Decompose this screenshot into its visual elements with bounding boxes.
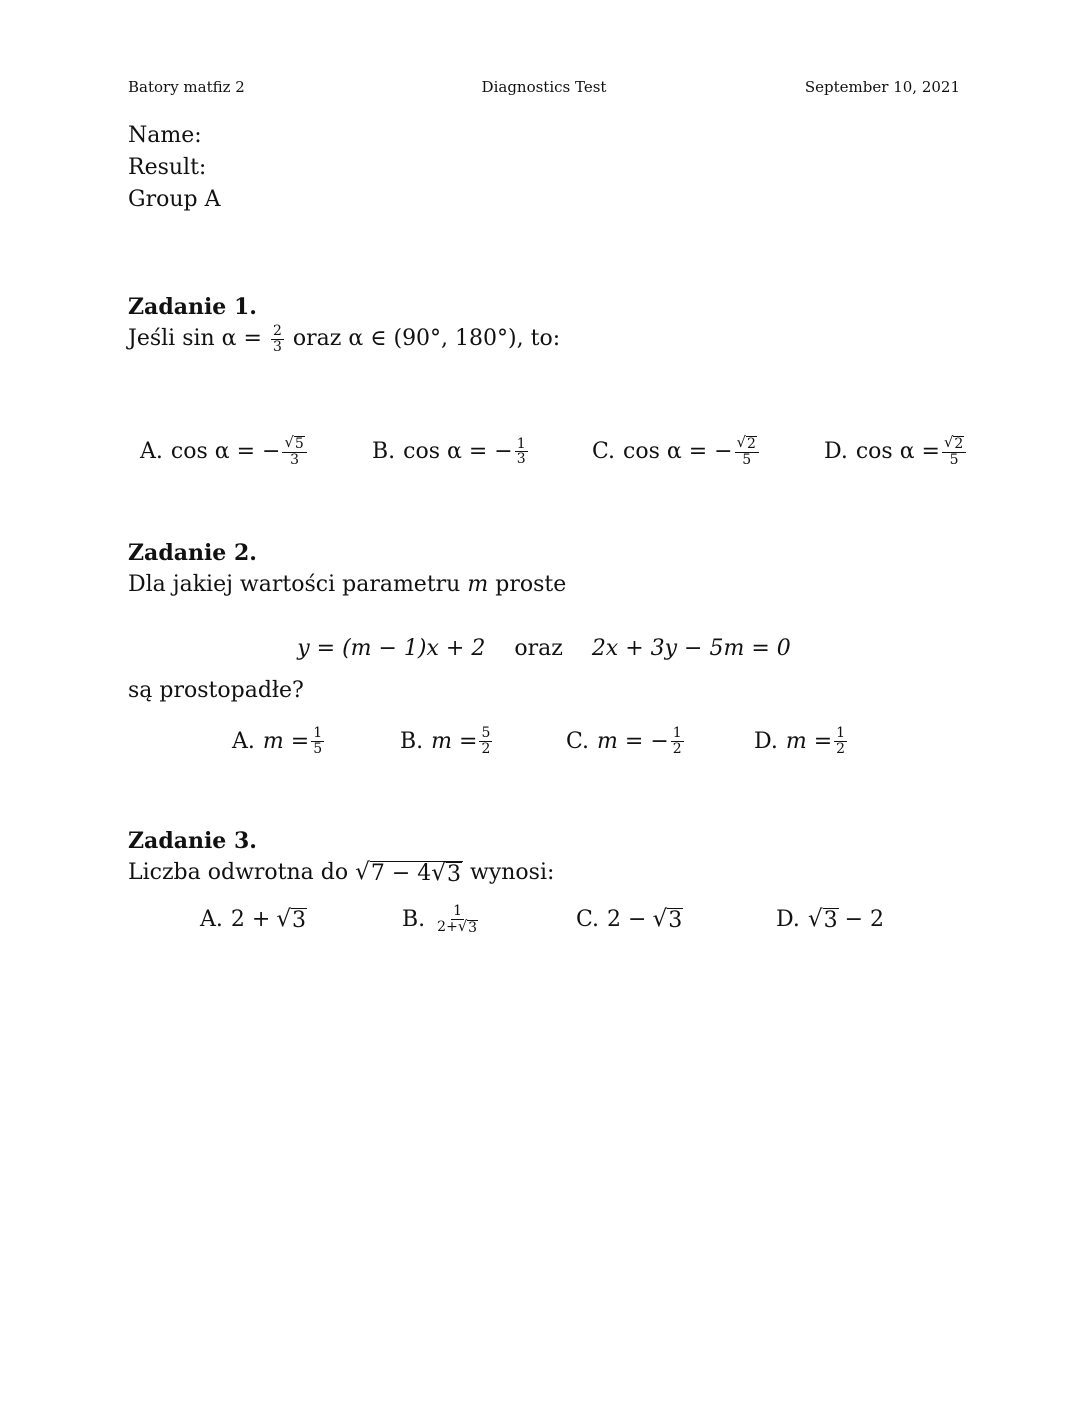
answer-fraction — [311, 726, 324, 756]
task1-title: Zadanie 1. — [128, 294, 257, 320]
answer-label: A. — [232, 728, 255, 754]
fraction-denominator: 5 — [742, 451, 752, 468]
task3-q-suffix: wynosi: — [469, 860, 555, 885]
answer-expr: 2 − — [607, 907, 647, 933]
fraction-denominator: 3 — [272, 338, 282, 355]
header-date: September 10, 2021 — [804, 78, 960, 96]
group-label: Group A — [128, 187, 221, 212]
task2-q-suffix: proste — [495, 572, 567, 597]
answer-expr: cos α = − — [623, 439, 733, 465]
fraction-denominator: 2+ √ 3 — [437, 917, 478, 936]
header-title: Diagnostics Test — [481, 78, 607, 96]
task2-eq2: 2x + 3y − 5m = 0 — [591, 636, 791, 661]
task2-q-var: m — [467, 572, 489, 597]
task2-question-end: są prostopadłe? — [128, 678, 304, 703]
answer-expr: cos α = — [855, 439, 940, 465]
fraction-denominator: 3 — [290, 451, 300, 468]
task1-sin-fraction — [271, 324, 284, 354]
task3-answer-d[interactable]: D. √ 3 − 2 — [776, 905, 885, 933]
fraction-denominator: 2 — [836, 740, 846, 757]
task2-answer-a[interactable] — [232, 726, 400, 756]
task2-answers — [232, 726, 849, 756]
task1-answer-a[interactable] — [140, 436, 372, 467]
denominator-part: 2+ — [437, 918, 458, 935]
task3-title: Zadanie 3. — [128, 828, 257, 854]
answer-label: A. — [140, 439, 163, 465]
inner-radicand: 3 — [446, 862, 461, 887]
answer-expr: cos α = − — [170, 439, 281, 465]
task1-answer-c[interactable] — [592, 436, 824, 467]
task1-question — [128, 324, 560, 354]
answer-fraction — [671, 726, 684, 756]
task3-question — [128, 860, 554, 886]
answer-fraction — [435, 904, 480, 935]
answer-label: A. — [200, 907, 223, 933]
answer-fraction: √ 2 5 — [735, 436, 759, 467]
task2-eq-join: oraz — [514, 636, 563, 661]
answer-expr: m = — [785, 728, 833, 754]
fraction-numerator: 2 — [272, 323, 282, 339]
fraction-numerator: 5 — [481, 725, 491, 741]
answer-radicand: 3 — [668, 907, 683, 933]
task2-answer-c[interactable] — [566, 726, 754, 756]
fraction-numerator: 1 — [453, 903, 463, 919]
answer-fraction: √ 5 3 — [282, 436, 306, 467]
answer-label: D. — [776, 907, 800, 933]
answer-expr: cos α = − — [403, 439, 513, 465]
answer-fraction — [515, 437, 528, 467]
answer-expr: m = — [262, 728, 310, 754]
student-info — [128, 120, 220, 216]
answer-label: B. — [402, 907, 426, 933]
answer-fraction — [479, 726, 492, 756]
answer-expr: − 2 — [844, 907, 885, 933]
answer-radicand: 3 — [823, 907, 838, 933]
fraction-numerator: 1 — [672, 725, 682, 741]
answer-expr: 2 + — [230, 907, 271, 933]
task3-q-prefix: Liczba odwrotna do — [128, 860, 349, 885]
radicand-part: 7 − 4 — [370, 861, 432, 886]
fraction-numerator: 2 — [954, 436, 964, 452]
fraction-denominator: 3 — [516, 451, 526, 468]
answer-label: B. — [372, 439, 396, 465]
task3-answers — [200, 904, 884, 935]
task3-outer-sqrt: √ 7 − 4 √ 3 — [355, 859, 461, 887]
task2-question — [128, 572, 566, 597]
fraction-numerator: 1 — [836, 725, 846, 741]
task3-answer-b[interactable] — [402, 904, 576, 935]
task2-q-prefix: Dla jakiej wartości parametru — [128, 572, 461, 597]
task1-answer-d[interactable] — [824, 436, 968, 467]
result-label: Result: — [128, 155, 207, 180]
fraction-numerator: 1 — [313, 725, 323, 741]
task2-equations — [0, 636, 1088, 661]
answer-label: C. — [566, 728, 590, 754]
fraction-denominator: 2 — [481, 740, 491, 757]
answer-label: D. — [824, 439, 848, 465]
fraction-denominator: 5 — [949, 451, 959, 468]
answer-fraction: √ 2 5 — [942, 436, 966, 467]
task2-answer-d[interactable] — [754, 726, 849, 756]
answer-label: C. — [592, 439, 616, 465]
task2-eq1: y = (m − 1)x + 2 — [297, 636, 486, 661]
answer-label: B. — [400, 728, 424, 754]
task3-answer-c[interactable]: C. 2 − √ 3 — [576, 905, 683, 933]
task2-answer-b[interactable] — [400, 726, 566, 756]
fraction-numerator: 2 — [746, 436, 756, 452]
task1-answer-b[interactable] — [372, 437, 592, 467]
answer-fraction — [834, 726, 847, 756]
denominator-radicand: 3 — [468, 919, 478, 936]
task1-q-suffix: oraz α ∈ (90°, 180°), to: — [292, 326, 561, 352]
fraction-denominator: 2 — [672, 740, 682, 757]
task1-answers — [140, 436, 968, 467]
task3-answer-a[interactable]: A. 2 + √ 3 — [200, 905, 307, 933]
task2-title: Zadanie 2. — [128, 540, 257, 566]
answer-label: C. — [576, 907, 600, 933]
header-course: Batory matfiz 2 — [128, 78, 245, 96]
fraction-numerator: 1 — [516, 435, 526, 452]
fraction-numerator: 5 — [294, 436, 304, 452]
answer-expr: m = — [431, 728, 478, 754]
answer-label: D. — [754, 728, 778, 754]
answer-expr: m = − — [597, 728, 669, 754]
fraction-denominator: 5 — [313, 740, 323, 757]
task1-q-prefix: Jeśli sin α = — [128, 326, 262, 352]
name-label: Name: — [128, 123, 202, 148]
answer-radicand: 3 — [292, 907, 307, 933]
